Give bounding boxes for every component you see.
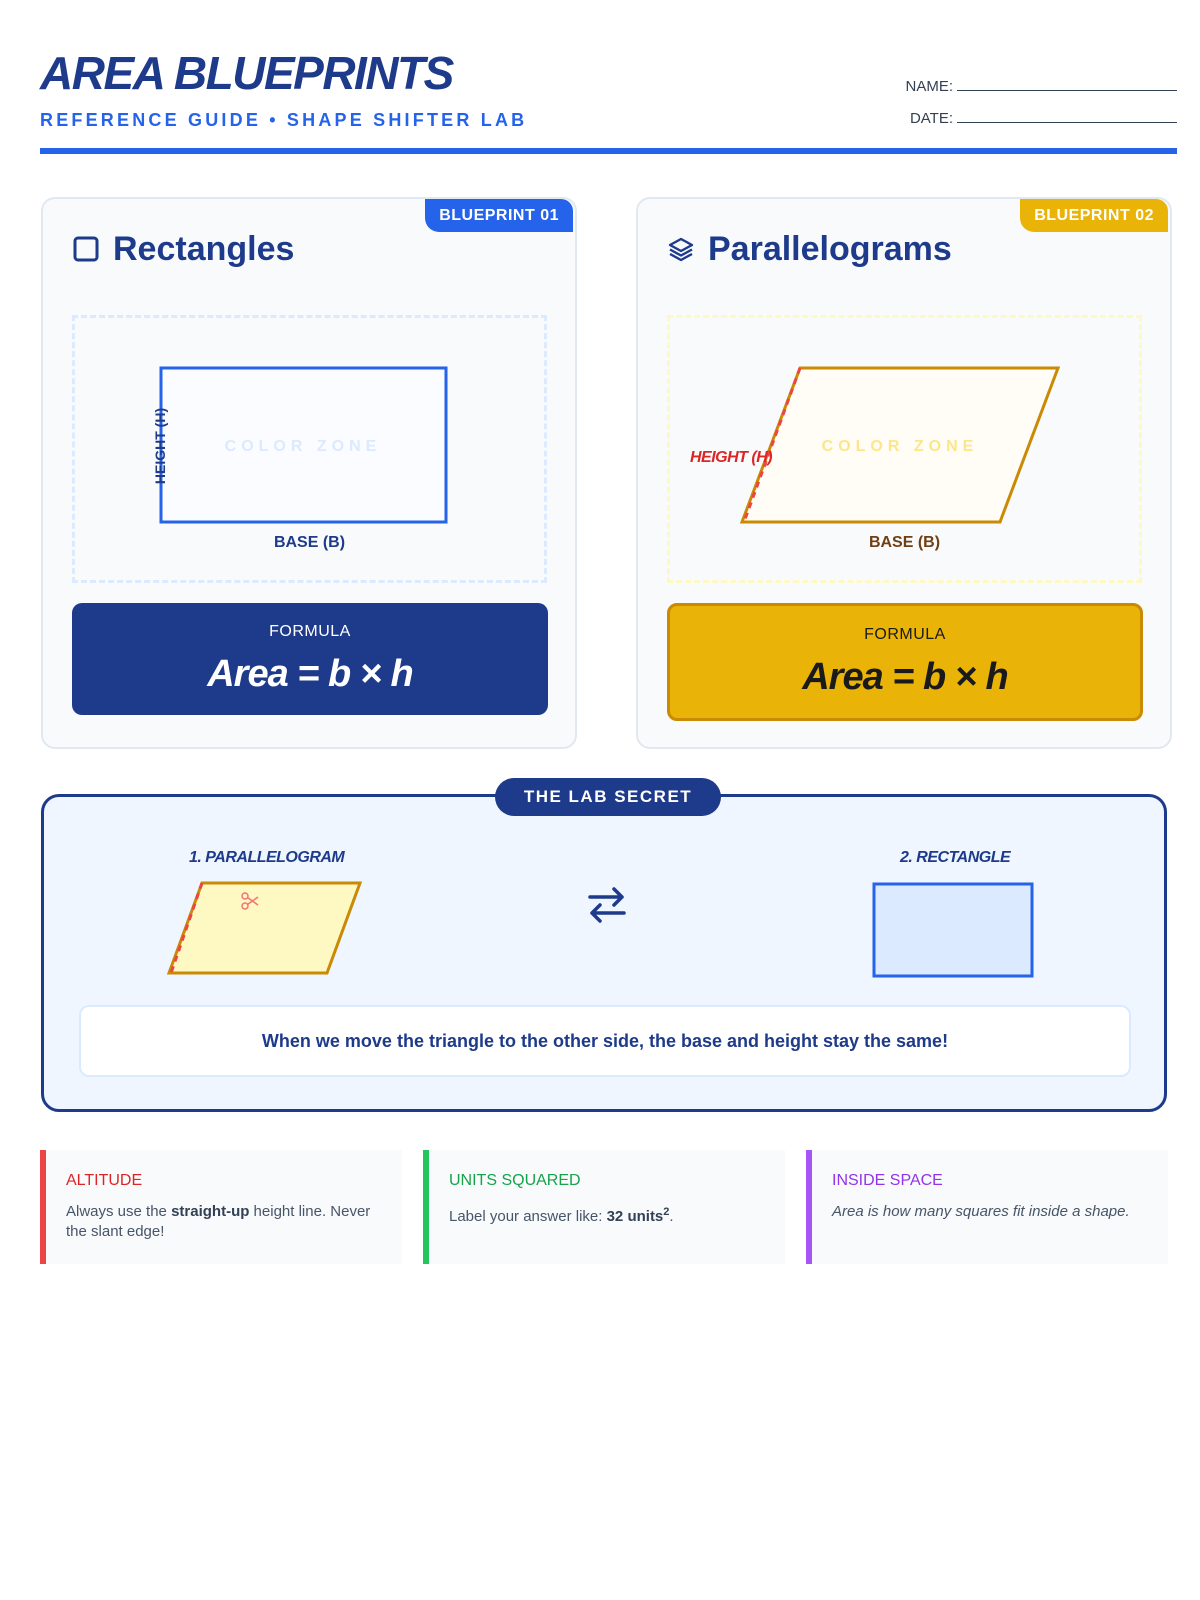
step1-label: 1. PARALLELOGRAM — [189, 849, 345, 866]
date-label: DATE: — [909, 110, 953, 127]
card-title — [73, 229, 294, 269]
lab-secret-tag: THE LAB SECRET — [495, 778, 721, 816]
tip-inside-space — [806, 1150, 1168, 1264]
tip-altitude — [40, 1150, 402, 1264]
parallelogram-step-shape — [164, 881, 364, 981]
card-title-text: Parallelograms — [708, 229, 952, 268]
page-title: AREA BLUEPRINTS — [40, 47, 453, 99]
lab-secret-panel — [41, 787, 1167, 1112]
name-line — [957, 79, 1177, 91]
page-header — [40, 40, 1177, 154]
formula-text: Area = b × h — [207, 653, 413, 695]
page-subtitle: REFERENCE GUIDE • SHAPE SHIFTER LAB — [40, 110, 528, 130]
date-line — [957, 111, 1177, 123]
rectangle-card — [41, 197, 577, 749]
height-label: HEIGHT (H) — [690, 449, 773, 466]
name-label: NAME: — [905, 78, 953, 95]
formula-caption: FORMULA — [864, 626, 946, 643]
color-zone[interactable] — [667, 315, 1142, 583]
blueprint-tag: BLUEPRINT 02 — [1020, 199, 1168, 232]
tip-units-squared — [423, 1150, 785, 1264]
tip-body: Always use the straight-up height line. Never the slant edge! — [66, 1203, 371, 1240]
base-label: BASE (B) — [868, 534, 941, 551]
color-zone-text: COLOR ZONE — [224, 438, 382, 455]
tip-title: INSIDE SPACE — [832, 1172, 943, 1189]
blueprint-tag: BLUEPRINT 01 — [425, 199, 573, 232]
layers-icon — [668, 236, 694, 262]
card-title — [668, 229, 952, 269]
color-zone[interactable] — [72, 315, 547, 583]
name-field[interactable] — [905, 78, 1177, 95]
lab-secret-note: When we move the triangle to the other side, the base and height stay the same! — [79, 1005, 1131, 1077]
rectangle-step-shape — [872, 882, 1034, 978]
tip-title: ALTITUDE — [66, 1172, 143, 1189]
square-icon — [73, 236, 99, 262]
date-field[interactable] — [910, 110, 1177, 127]
formula-caption: FORMULA — [269, 623, 351, 640]
height-label: HEIGHT (H) — [152, 407, 168, 485]
card-title-text: Rectangles — [113, 229, 295, 268]
formula-box — [72, 603, 548, 715]
formula-box — [667, 603, 1143, 721]
tip-body: Label your answer like: 32 units$^2$. — [449, 1206, 674, 1225]
parallelogram-card — [636, 197, 1172, 749]
color-zone-text: COLOR ZONE — [821, 438, 979, 455]
step2-label: 2. RECTANGLE — [900, 849, 1011, 866]
scissors-icon — [240, 891, 260, 911]
swap-arrows-icon — [584, 882, 630, 928]
base-label: BASE (B) — [273, 534, 346, 551]
formula-text: Area = b × h — [802, 656, 1008, 698]
tip-title: UNITS SQUARED — [449, 1172, 581, 1189]
tip-body: Area is how many squares fit inside a shape. — [832, 1203, 1130, 1220]
